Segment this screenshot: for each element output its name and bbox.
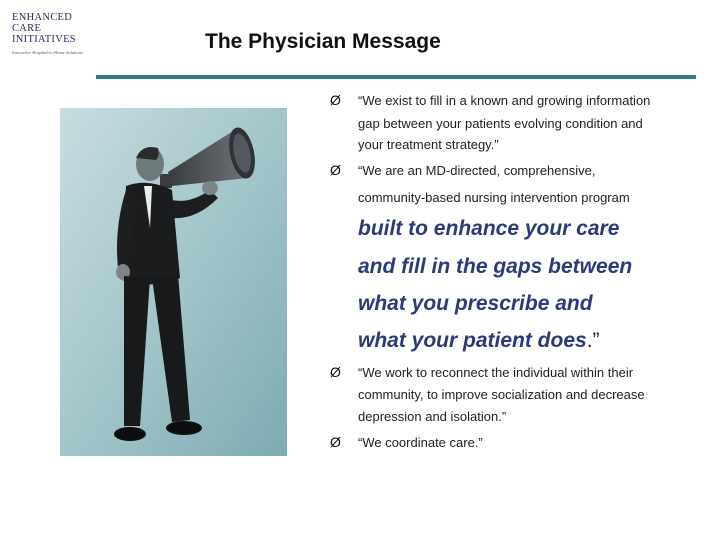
bullet-arrow: Ø [330,162,341,178]
bullet-1-line-2: gap between your patients evolving condition and [358,116,643,131]
logo-line-2: CARE [12,23,42,34]
header-divider [96,75,696,79]
bullet-2-line-2: community-based nursing intervention program [358,190,630,205]
bullet-2-line-1: “We are an MD-directed, comprehensive, [358,163,596,178]
company-logo [12,12,84,55]
bullet-3-line-2: community, to improve socialization and decrease [358,387,645,402]
bullet-3-line-1: “We work to reconnect the individual within their [358,365,634,380]
emphasis-line-3: what you prescribe and [358,292,593,315]
emphasis-closing-quote: .” [586,329,600,352]
bullet-4-line-1: “We coordinate care.” [358,435,483,450]
slide-title: The Physician Message [205,30,441,53]
megaphone-photo [60,108,287,456]
bullet-3-line-3: depression and isolation.” [358,409,507,424]
emphasis-line-4-text: what your patient does [358,329,587,352]
bullet-arrow: Ø [330,364,341,380]
bullet-1-line-1: “We exist to fill in a known and growing information [358,93,651,108]
bullet-arrow: Ø [330,434,341,450]
bullet-arrow: Ø [330,92,341,108]
emphasis-line-1: built to enhance your care [358,217,620,240]
emphasis-line-4 [358,329,600,353]
logo-line-3: INITIATIVES [12,34,76,45]
logo-tagline: Innovative Hospital-to-Home Solutions [12,50,83,55]
emphasis-line-2: and fill in the gaps between [358,255,633,278]
bullet-1-line-3: your treatment strategy.” [358,137,499,152]
logo-line-1: ENHANCED [12,12,73,23]
